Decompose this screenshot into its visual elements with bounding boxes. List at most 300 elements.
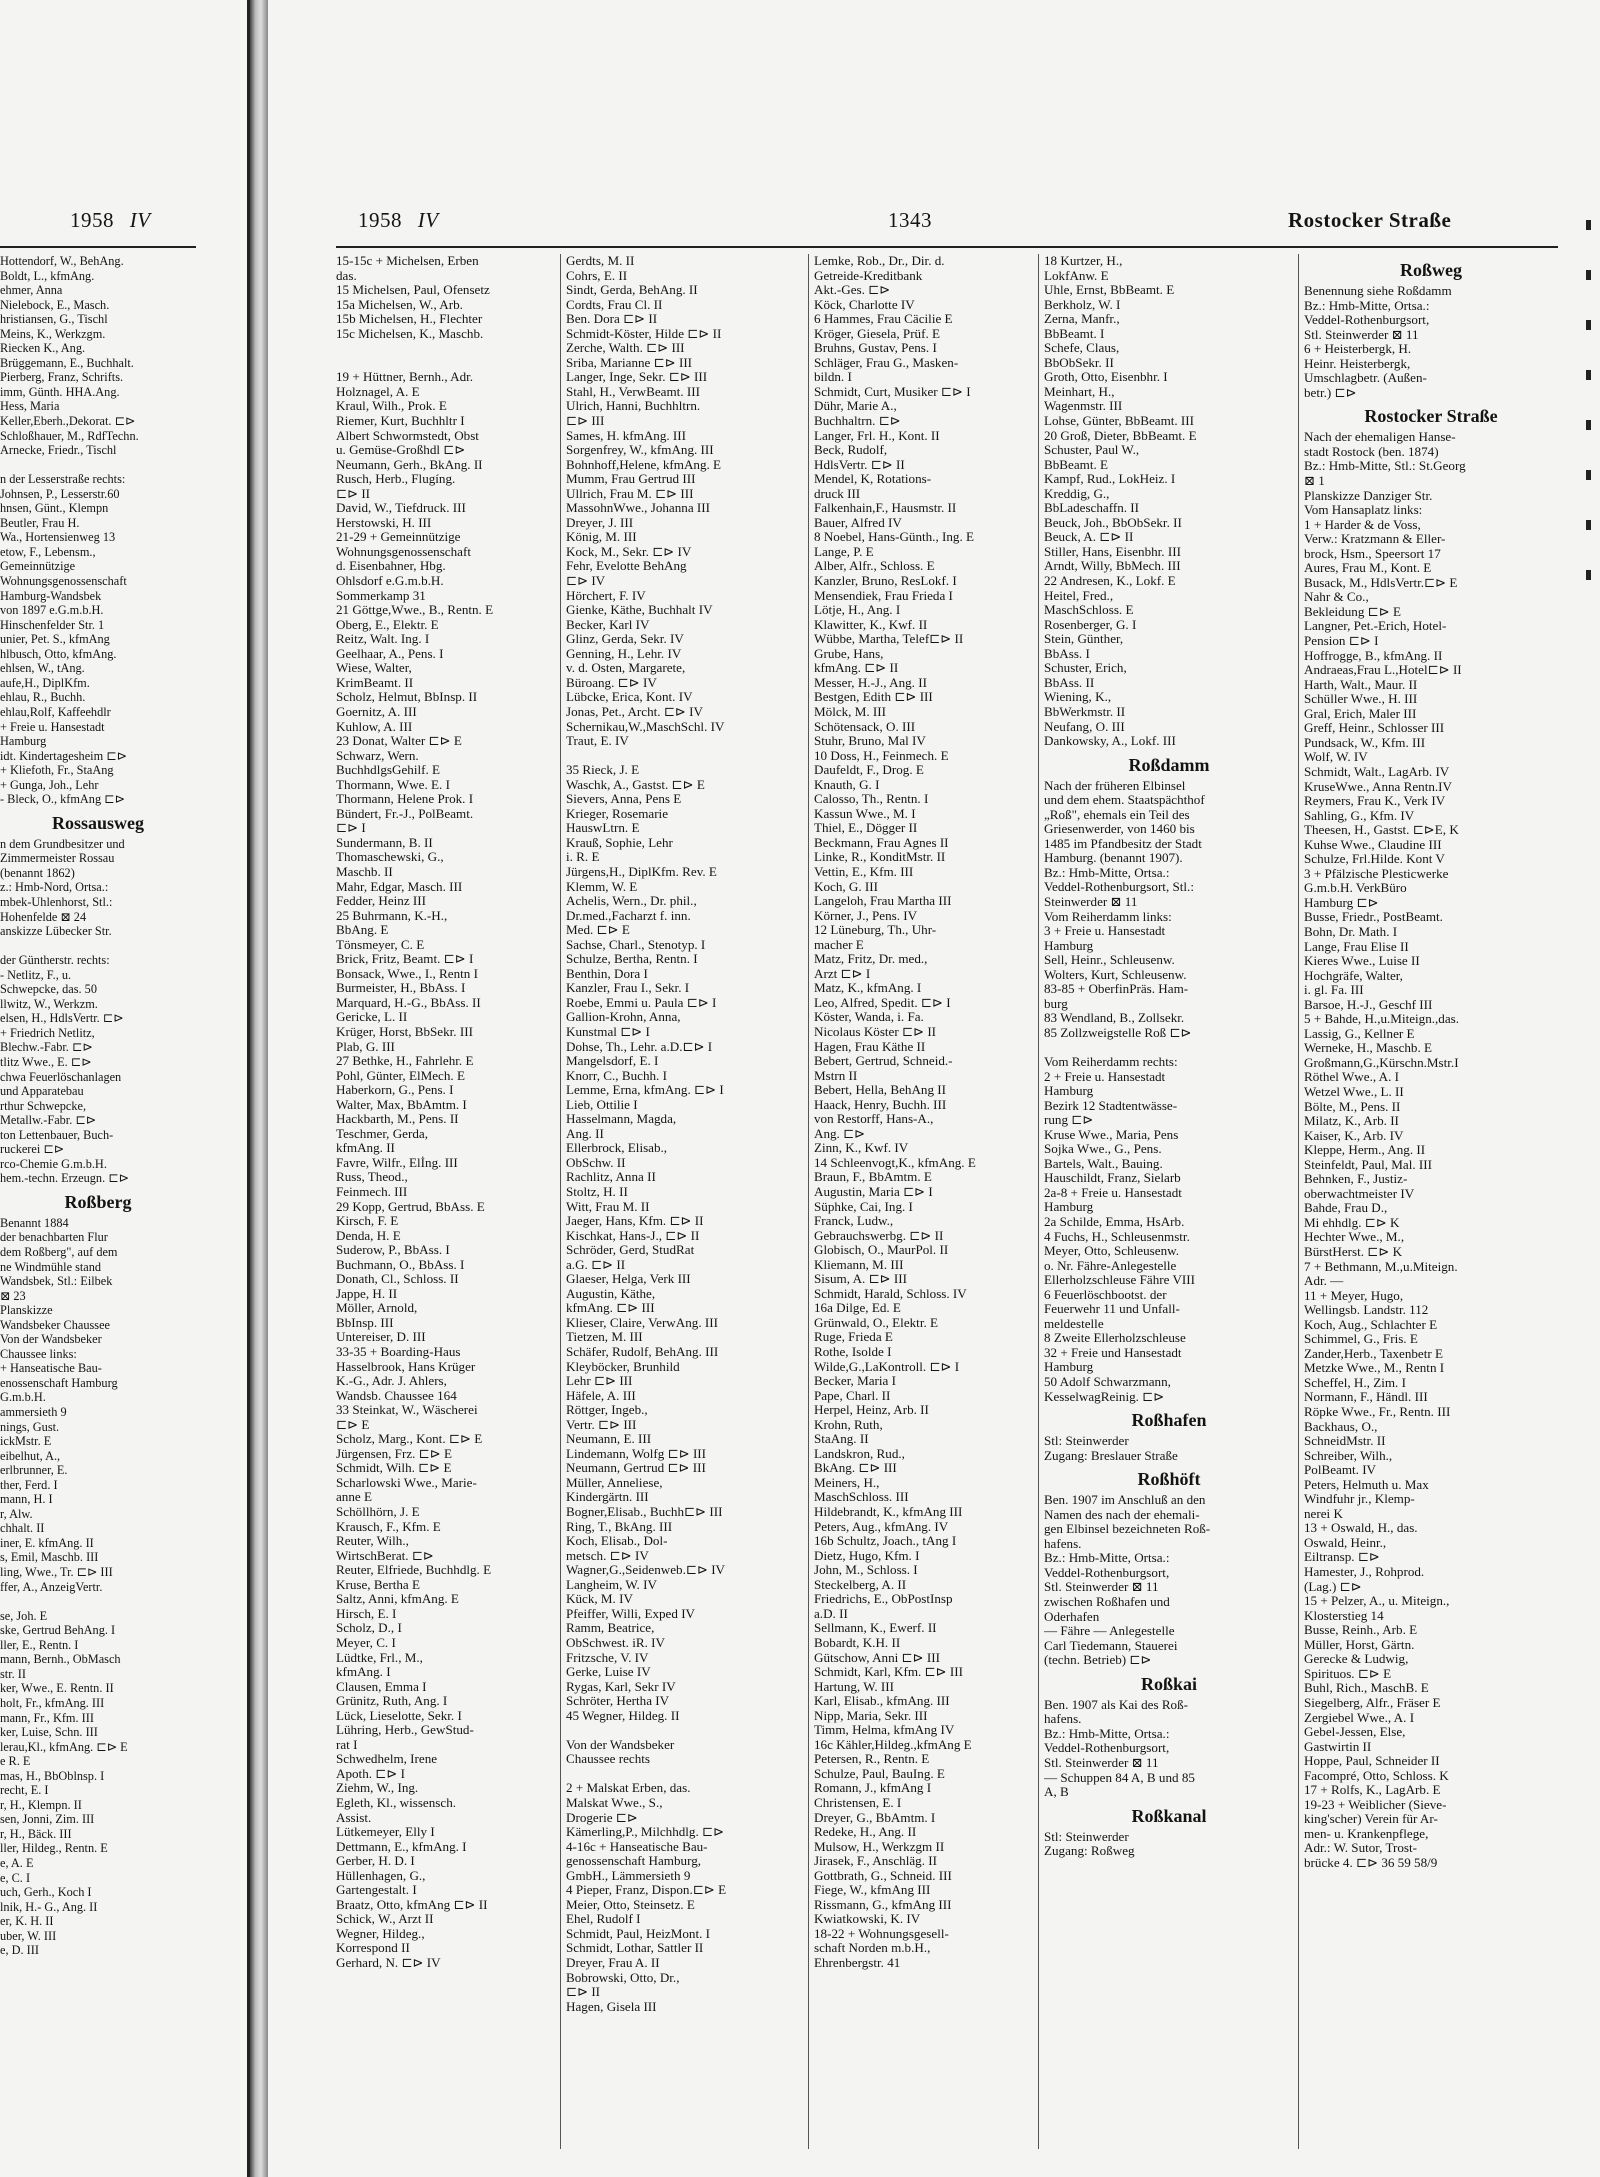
directory-entry: Koch, Aug., Schlachter E — [1304, 1316, 1438, 1332]
directory-entry: Schötensack, O. III — [814, 718, 916, 734]
directory-entry: LokfAnw. E — [1044, 267, 1109, 283]
directory-entry: Kuhse Wwe., Claudine III — [1304, 836, 1442, 852]
directory-entry: 25 Buhrmann, K.-H., — [336, 907, 448, 923]
directory-entry: Hamester, J., Rohprod. — [1304, 1564, 1425, 1580]
directory-entry: Cohrs, E. II — [566, 267, 628, 283]
directory-entry: Egleth, Kl., wissensch. — [336, 1794, 457, 1810]
directory-entry: 15 Michelsen, Paul, Ofensetz — [336, 282, 490, 298]
directory-entry: „Roß", ehemals ein Teil des — [1044, 806, 1190, 822]
directory-entry: 23 Donat, Walter ⊏⊳ E — [336, 733, 462, 749]
directory-entry: Schick, W., Arzt II — [336, 1911, 434, 1927]
directory-entry: mann, Bernh., ObMasch — [0, 1652, 121, 1667]
directory-entry: druck III — [814, 485, 861, 501]
directory-entry: Sojka Wwe., G., Pens. — [1044, 1141, 1162, 1157]
directory-entry: d. Eisenbahner, Hbg. — [336, 558, 446, 574]
directory-entry: Bonsack, Wwe., I., Rentn I — [336, 965, 478, 981]
directory-entry: Klawitter, K., Kwf. II — [814, 616, 928, 632]
directory-entry: Knauth, G. I — [814, 776, 880, 792]
directory-entry: Kaiser, K., Arb. IV — [1304, 1127, 1404, 1143]
directory-entry: macher E — [814, 936, 864, 952]
directory-entry: (benannt 1862) — [0, 865, 75, 880]
directory-entry: Dettmann, E., kfmAng. I — [336, 1838, 467, 1854]
directory-column-2 — [566, 254, 804, 2014]
directory-entry: 21-29 + Gemeinnützige — [336, 529, 461, 545]
directory-entry: Saltz, Anni, kfmAng. E — [336, 1591, 459, 1607]
directory-entry: u. Gemüse-Großhdl ⊏⊳ — [336, 442, 466, 458]
directory-entry: Schulze, Bertha, Rentn. I — [566, 951, 698, 967]
directory-entry: Schulze, Frl.Hilde. Kont V — [1304, 851, 1445, 867]
directory-entry: 18-22 + Wohnungsgesell- — [814, 1925, 949, 1941]
directory-entry: Dreyer, G., BbAmtm. I — [814, 1809, 936, 1825]
directory-entry: Lieb, Ottilie I — [566, 1096, 638, 1112]
directory-entry: Ben. Dora ⊏⊳ II — [566, 311, 658, 327]
directory-entry: Ellerbrock, Elisab., — [566, 1140, 668, 1156]
directory-entry: Donath, Cl., Schloss. II — [336, 1271, 459, 1287]
directory-entry: Rachlitz, Anna II — [566, 1169, 656, 1185]
directory-entry: Buhl, Rich., MaschB. E — [1304, 1680, 1429, 1696]
directory-entry: Carl Tiedemann, Stauerei — [1044, 1637, 1178, 1653]
directory-entry: Jappe, H. II — [336, 1285, 398, 1301]
directory-entry: Gütschow, Anni ⊏⊳ III — [814, 1649, 940, 1665]
directory-entry: holt, Fr., kfmAng. III — [0, 1695, 105, 1710]
directory-entry: kfmAng. ⊏⊳ II — [814, 660, 899, 676]
directory-entry: Grünwald, O., Elektr. E — [814, 1314, 939, 1330]
directory-entry: BürstHerst. ⊏⊳ K — [1304, 1244, 1403, 1259]
directory-entry: Eiltransp. ⊏⊳ — [1304, 1549, 1380, 1565]
directory-entry: Sievers, Anna, Pens E — [566, 791, 682, 807]
directory-entry: Kanzler, Bruno, ResLokf. I — [814, 573, 957, 589]
street-heading: Roßkai — [1140, 1673, 1198, 1694]
directory-entry: Meins, K., Werkzgm. — [0, 326, 106, 341]
directory-entry: Ramm, Beatrice, — [566, 1620, 655, 1636]
directory-entry: Kuhlow, A. III — [336, 718, 413, 734]
directory-entry: Herpel, Heinz, Arb. II — [814, 1402, 929, 1418]
directory-entry: Nach der ehemaligen Hanse- — [1304, 429, 1456, 445]
directory-entry: n der Lesserstraße rechts: — [0, 472, 126, 487]
directory-entry: Dühr, Marie A., — [814, 398, 897, 414]
directory-entry: Stiller, Hans, Eisenbhr. III — [1044, 543, 1181, 559]
directory-entry: men- u. Krankenpflege, — [1304, 1825, 1429, 1841]
directory-entry: Hoppe, Paul, Schneider II — [1304, 1753, 1440, 1769]
directory-entry: 22 Andresen, K., Lokf. E — [1044, 573, 1176, 589]
directory-entry: Cordts, Frau Cl. II — [566, 296, 663, 312]
directory-entry: Geelhaar, A., Pens. I — [336, 645, 444, 661]
directory-entry: Umschlagbetr. (Außen- — [1304, 370, 1427, 386]
directory-entry: Bz.: Hmb-Mitte, Stl.: St.Georg — [1304, 458, 1466, 474]
directory-entry: Schröter, Hertha IV — [566, 1693, 670, 1709]
directory-entry: Timm, Helma, kfmAng IV — [814, 1722, 955, 1738]
directory-entry: Bölte, M., Pens. II — [1304, 1098, 1401, 1114]
directory-entry: e, D. III — [0, 1943, 39, 1958]
directory-entry: Bobardt, K.H. II — [814, 1634, 901, 1650]
directory-entry: BbBeamt. E — [1044, 456, 1109, 472]
directory-entry: - Bleck, O., kfmAng ⊏⊳ — [0, 792, 125, 807]
directory-entry: Wandsbeker Chaussee — [0, 1317, 110, 1332]
running-street-title: Rostocker Straße — [1288, 208, 1452, 232]
directory-entry: Hirsch, E. I — [336, 1605, 397, 1621]
directory-entry: Ang. ⊏⊳ — [814, 1125, 866, 1141]
directory-entry: aufe,H., DiplKfm. — [0, 675, 90, 690]
directory-entry: Rissmann, G., kfmAng III — [814, 1896, 952, 1912]
directory-entry: Neufang, O. III — [1044, 718, 1125, 734]
directory-entry: Großmann,G.,Kürschn.Mstr.I — [1304, 1054, 1459, 1070]
directory-entry: Gebrauchswerbg. ⊏⊳ II — [814, 1227, 944, 1243]
directory-entry: Lück, Lieselotte, Sekr. I — [336, 1707, 462, 1723]
directory-entry: Ulrich, Hanni, Buchhltrn. — [566, 398, 701, 414]
directory-entry: Clausen, Emma I — [336, 1678, 427, 1694]
directory-entry: chwa Feuerlöschanlagen — [0, 1069, 122, 1084]
directory-entry: 4 Pieper, Franz, Dispon.⊏⊳ E — [566, 1882, 727, 1898]
page-edge-marks — [1586, 220, 1594, 620]
directory-entry: Kindergärtn. III — [566, 1489, 649, 1505]
directory-entry: Kieres Wwe., Luise II — [1304, 953, 1420, 969]
directory-entry: Thormann, Wwe. E. I — [336, 776, 450, 792]
directory-entry: Stl. Steinwerder ⊠ 11 — [1044, 1579, 1159, 1595]
directory-entry: Stuhr, Bruno, Mal IV — [814, 733, 926, 749]
directory-entry: e, C. I — [0, 1870, 31, 1885]
directory-entry: Kischkat, Hans-J., ⊏⊳ II — [566, 1227, 700, 1243]
directory-entry: Falkenhain,F., Hausmstr. II — [814, 500, 957, 516]
directory-entry: uch, Gerh., Koch I — [0, 1885, 92, 1900]
directory-entry: Hamburg. (benannt 1907). — [1044, 850, 1183, 866]
directory-entry: Rusch, Herb., Flugíng. — [336, 471, 456, 487]
directory-entry: Röthel Wwe., A. I — [1304, 1069, 1400, 1085]
directory-entry: König, M. III — [566, 529, 637, 545]
directory-entry: Kruse, Bertha E — [336, 1576, 420, 1592]
directory-entry: mas, H., BbOblnsp. I — [0, 1768, 105, 1783]
directory-entry: Metzke Wwe., M., Rentn I — [1304, 1360, 1445, 1376]
directory-entry: brücke 4. ⊏⊳ 36 59 58/9 — [1304, 1854, 1438, 1870]
directory-entry: Rygas, Karl, Sekr IV — [566, 1678, 676, 1694]
directory-entry: Schwepcke, das. 50 — [0, 982, 97, 997]
directory-entry: GmbH., Lämmersieth 9 — [566, 1867, 691, 1883]
directory-entry: Schloßhauer, M., RdfTechn. — [0, 428, 139, 443]
directory-entry: ling, Wwe., Tr. ⊏⊳ III — [0, 1565, 113, 1580]
directory-entry: Calosso, Th., Rentn. I — [814, 791, 929, 807]
directory-entry: Facompré, Otto, Schloss. K — [1304, 1767, 1449, 1783]
directory-entry: Röpke Wwe., Fr., Rentn. III — [1304, 1404, 1451, 1420]
directory-entry: ⊠ 1 — [1304, 473, 1325, 489]
directory-entry: Lötje, H., Ang. I — [814, 602, 901, 618]
directory-entry: Riecken K., Ang. — [0, 341, 86, 356]
directory-entry: lerau,Kl., kfmAng. ⊏⊳ E — [0, 1739, 128, 1754]
directory-entry: Keller,Eberh.,Dekorat. ⊏⊳ — [0, 414, 136, 429]
directory-entry: Sames, H. kfmAng. III — [566, 427, 687, 443]
directory-entry: — Fähre — Anlegestelle — [1044, 1623, 1175, 1639]
directory-entry: se, Joh. E — [0, 1608, 48, 1623]
directory-entry: Sundermann, B. II — [336, 834, 433, 850]
directory-entry: BbLadeschaffn. II — [1044, 500, 1140, 516]
directory-entry: metsch. ⊏⊳ IV — [566, 1547, 649, 1563]
directory-entry: unier, Pet. S., kfmAng — [0, 632, 110, 647]
directory-entry: burg — [1044, 995, 1068, 1011]
directory-entry: e, A. E — [0, 1855, 34, 1870]
directory-entry: 17 + Rolfs, K., LagArb. E — [1304, 1782, 1441, 1798]
directory-entry: Zerna, Manfr., — [1044, 311, 1120, 327]
directory-entry: Dreyer, Frau A. II — [566, 1954, 660, 1970]
directory-entry: Sachse, Charl., Stenotyp. I — [566, 936, 706, 952]
directory-entry: Ohlsdorf e.G.m.b.H. — [336, 573, 444, 589]
directory-entry: MassohnWwe., Johanna III — [566, 500, 710, 516]
directory-entry: Knorr, C., Buchh. I — [566, 1067, 667, 1083]
directory-entry: Rosenberger, G. I — [1044, 616, 1137, 632]
directory-entry: BbBeamt. I — [1044, 325, 1105, 341]
directory-entry: anskizze Lübecker Str. — [0, 924, 112, 939]
directory-column-3 — [814, 254, 1034, 1971]
directory-entry: recht, E. I — [0, 1783, 49, 1798]
left-header-rule — [0, 246, 196, 248]
directory-entry: 12 Lüneburg, Th., Uhr- — [814, 922, 937, 938]
directory-entry: und dem ehem. Staatspächthof — [1044, 792, 1205, 808]
directory-entry: Bz.: Hmb-Mitte, Ortsa.: — [1044, 864, 1170, 880]
directory-entry: Pape, Charl. II — [814, 1387, 891, 1403]
directory-entry: Untereiser, D. III — [336, 1329, 426, 1345]
directory-entry: Beckmann, Frau Agnes II — [814, 834, 949, 850]
directory-entry: Feuerwehr 11 und Unfall- — [1044, 1301, 1180, 1317]
directory-entry: Adr.: W. Sutor, Trost- — [1304, 1840, 1417, 1856]
directory-entry: Benthin, Dora I — [566, 965, 648, 981]
directory-entry: Jürgensen, Frz. ⊏⊳ E — [336, 1445, 452, 1461]
directory-entry: Hess, Maria — [0, 399, 60, 414]
directory-entry: ehlsen, W., tAng. — [0, 661, 85, 676]
directory-entry: Schmidt, Wilh. ⊏⊳ E — [336, 1460, 452, 1476]
directory-entry: Bestgen, Edith ⊏⊳ III — [814, 689, 933, 705]
directory-entry: Riemer, Kurt, Buchhltr I — [336, 413, 465, 429]
directory-entry: + Kliefoth, Fr., StaAng — [0, 763, 114, 778]
directory-entry: Dr.med.,Facharzt f. inn. — [566, 907, 691, 923]
directory-entry: imm, Günth. HHA.Ang. — [0, 384, 120, 399]
directory-entry: der benachbarten Flur — [0, 1230, 108, 1245]
directory-entry: Bobrowski, Otto, Dr., — [566, 1969, 680, 1985]
directory-entry: Kwiatkowski, K. IV — [814, 1911, 921, 1927]
directory-entry: ther, Ferd. I — [0, 1477, 58, 1492]
directory-entry: Wohnungsgenossenschaft — [336, 543, 471, 559]
directory-entry — [566, 1723, 804, 1738]
directory-entry: Schulze, Paul, BauIng. E — [814, 1765, 945, 1781]
directory-entry: Wandsbek, Stl.: Eilbek — [0, 1274, 113, 1289]
directory-entry: Kliemann, M. III — [814, 1256, 904, 1272]
directory-entry: Mulsow, H., Werkzgm II — [814, 1838, 945, 1854]
book-gutter — [250, 0, 268, 2177]
directory-entry: 15 + Pelzer, A., u. Miteign., — [1304, 1593, 1450, 1609]
directory-entry: e R. E — [0, 1754, 31, 1769]
directory-entry: das. — [336, 267, 357, 283]
directory-entry: K.-G., Adr. J. Ahlers, — [336, 1373, 447, 1389]
directory-entry: Beutler, Frau H. — [0, 515, 80, 530]
directory-entry: Walter, Max, BbAmtm. I — [336, 1096, 467, 1112]
directory-entry: Werneke, H., Maschb. E — [1304, 1040, 1433, 1056]
directory-entry: king'scher) Verein für Ar- — [1304, 1811, 1438, 1827]
directory-entry: Arzt ⊏⊳ I — [814, 965, 871, 981]
directory-entry: Harth, Walt., Maur. II — [1304, 676, 1418, 692]
directory-entry: Getreide-Kreditbank — [814, 267, 923, 283]
directory-entry: ⊏⊳ E — [336, 1416, 370, 1432]
directory-entry: Bz.: Hmb-Mitte, Ortsa.: — [1304, 297, 1430, 313]
directory-entry: ffer, A., AnzeigVertr. — [0, 1579, 103, 1594]
directory-entry: Lange, Frau Elise II — [1304, 938, 1409, 954]
directory-entry: + Friedrich Netlitz, — [0, 1025, 95, 1040]
directory-entry — [0, 1594, 196, 1609]
directory-entry: Zugang: Breslauer Straße — [1044, 1447, 1178, 1463]
directory-entry: Koch, Elisab., Dol- — [566, 1533, 668, 1549]
directory-entry: Häfele, A. III — [566, 1387, 636, 1403]
directory-entry: Mangelsdorf, E. I — [566, 1053, 659, 1069]
directory-entry: v. d. Osten, Margarete, — [566, 660, 686, 676]
directory-entry: (Lag.) ⊏⊳ — [1304, 1578, 1362, 1594]
directory-entry: Langer, Frl. H., Kont. II — [814, 427, 940, 443]
directory-entry: anne E — [336, 1489, 372, 1505]
directory-entry: eibelhut, A., — [0, 1448, 61, 1463]
directory-entry: mbek-Uhlenhorst, Stl.: — [0, 894, 113, 909]
directory-entry: Johnsen, P., Lesserstr.60 — [0, 486, 120, 501]
directory-entry: Schöllhörn, J. E — [336, 1504, 420, 1520]
directory-entry: Hinschenfelder Str. 1 — [0, 617, 105, 632]
directory-entry: Hüllenhagen, G., — [336, 1867, 426, 1883]
directory-entry: Meiners, H., — [814, 1474, 880, 1490]
directory-entry: Albert Schwormstedt, Obst — [336, 427, 479, 443]
directory-entry: Plab, G. III — [336, 1038, 395, 1054]
directory-entry: 16a Dilge, Ed. E — [814, 1300, 901, 1316]
directory-entry: 2a Schilde, Emma, HsArb. — [1044, 1214, 1185, 1229]
directory-entry: 33-35 + Boarding-Haus — [336, 1344, 461, 1360]
directory-entry: Nahr & Co., — [1304, 589, 1369, 605]
directory-entry: Blechw.-Fabr. ⊏⊳ — [0, 1040, 93, 1055]
directory-entry: brock, Hsm., Speersort 17 — [1304, 545, 1441, 561]
directory-entry: Mi ehhdlg. ⊏⊳ K — [1304, 1214, 1400, 1230]
directory-entry: John, M., Schloss. I — [814, 1562, 918, 1578]
directory-entry: Jaeger, Hans, Kfm. ⊏⊳ II — [566, 1213, 704, 1229]
directory-entry: Schmidt, Paul, HeizMont. I — [566, 1925, 711, 1941]
directory-entry: Braun, F., BbAmtm. E — [814, 1169, 932, 1185]
directory-entry: ObSchwest. iR. IV — [566, 1634, 665, 1650]
directory-entry: Hamburg — [1044, 1083, 1094, 1099]
directory-entry: 13 + Oswald, H., das. — [1304, 1520, 1418, 1536]
directory-entry: Lüdtke, Frl., M., — [336, 1649, 423, 1665]
directory-entry: Korrespond II — [336, 1940, 410, 1956]
directory-entry: Verw.: Kratzmann & Eller- — [1304, 531, 1446, 547]
directory-entry: Mendel, K, Rotations- — [814, 471, 932, 487]
directory-entry: 15a Michelsen, W., Arb. — [336, 296, 463, 312]
directory-entry — [336, 356, 556, 371]
directory-entry: 20 Groß, Dieter, BbBeamt. E — [1044, 427, 1197, 443]
directory-entry: s, Emil, Maschb. III — [0, 1550, 99, 1565]
directory-entry: Gottbrath, G., Schneid. III — [814, 1867, 952, 1883]
directory-entry: uber, W. III — [0, 1928, 57, 1943]
directory-entry: Brick, Fritz, Beamt. ⊏⊳ I — [336, 951, 474, 967]
directory-entry: 19-23 + Weiblicher (Sieve- — [1304, 1796, 1447, 1812]
directory-entry: Wagenmstr. III — [1044, 398, 1123, 414]
directory-entry: Schmidt, Lothar, Sattler II — [566, 1940, 704, 1956]
directory-entry: 7 + Bethmann, M.,u.Miteign. — [1304, 1258, 1458, 1274]
directory-entry: Chaussee links: — [0, 1346, 77, 1361]
directory-entry: Krieger, Rosemarie — [566, 805, 669, 821]
directory-entry: kfmAng. I — [336, 1664, 391, 1680]
directory-entry: Wolf, W. IV — [1304, 749, 1368, 765]
directory-entry: 45 Wegner, Hildeg. II — [566, 1707, 680, 1723]
directory-entry: Bahde, Frau D., — [1304, 1200, 1388, 1216]
directory-entry: Veddel-Rothenburgsort, Stl.: — [1044, 879, 1194, 895]
directory-entry: MaschSchloss. III — [814, 1489, 909, 1505]
directory-entry: Sorgenfrey, W., kfmAng. III — [566, 442, 714, 458]
directory-entry: Möller, Arnold, — [336, 1300, 418, 1316]
street-heading: Roßkanal — [1131, 1805, 1207, 1826]
directory-entry: Dohse, Th., Lehr. a.D.⊏⊳ I — [566, 1038, 713, 1054]
directory-entry: ⊏⊳ II — [336, 485, 371, 501]
directory-entry: MaschSchloss. E — [1044, 602, 1134, 618]
directory-entry: 4 Fuchs, H., Schleusenmstr. — [1044, 1228, 1190, 1244]
directory-entry: Aures, Frau M., Kont. E — [1304, 560, 1432, 576]
directory-entry: Kleppe, Herm., Ang. II — [1304, 1142, 1426, 1158]
directory-entry: 2 + Freie u. Hansestadt — [1044, 1068, 1166, 1084]
directory-entry: Krauß, Sophie, Lehr — [566, 834, 673, 850]
page-number: 1343 — [888, 208, 932, 232]
directory-entry: Meinhart, H., — [1044, 383, 1115, 399]
directory-entry: Sommerkamp 31 — [336, 587, 426, 603]
directory-entry: 85 Zollzweigstelle Roß ⊏⊳ — [1044, 1024, 1192, 1040]
directory-entry: Hamburg — [1044, 1199, 1094, 1215]
directory-entry: genossenschaft Hamburg, — [566, 1853, 702, 1869]
directory-entry: ⊏⊳ II — [566, 1984, 601, 2000]
directory-entry: Ellerholzschleuse Fähre VIII — [1044, 1272, 1196, 1288]
directory-entry — [566, 749, 804, 764]
directory-entry: Kraul, Wilh., Prok. E — [336, 398, 447, 414]
directory-entry: Kreddig, G., — [1044, 485, 1110, 501]
directory-entry: Wolters, Kurt, Schleusenw. — [1044, 966, 1187, 982]
directory-entry: Busse, Friedr., PostBeamt. — [1304, 909, 1443, 925]
directory-entry: Grünitz, Ruth, Ang. I — [336, 1693, 448, 1709]
directory-entry: Jonas, Pet., Archt. ⊏⊳ IV — [566, 703, 703, 719]
directory-entry: Scholz, Marg., Kont. ⊏⊳ E — [336, 1431, 483, 1447]
directory-entry: Fedder, Heinz III — [336, 893, 427, 909]
directory-entry: und Apparatebau — [0, 1084, 84, 1099]
directory-entry: 6 + Heisterbergk, H. — [1304, 341, 1412, 357]
directory-entry: Schäfer, Rudolf, BehAng. III — [566, 1344, 719, 1360]
directory-entry: Heitel, Fred., — [1044, 587, 1114, 603]
directory-entry: etow, F., Lebensm., — [0, 544, 96, 559]
directory-entry: Veddel-Rothenburgsort, — [1044, 1564, 1170, 1580]
directory-entry: Sahling, G., Kfm. IV — [1304, 807, 1415, 823]
directory-entry: StaAng. II — [814, 1431, 869, 1447]
directory-entry: Hagen, Gisela III — [566, 1998, 657, 2014]
directory-entry: Zimmermeister Rossau — [0, 851, 115, 866]
directory-entry: Reuter, Wilh., — [336, 1533, 409, 1549]
directory-entry: Vom Reiherdamm links: — [1044, 908, 1172, 924]
directory-entry: Siegelberg, Alfr., Fräser E — [1304, 1694, 1441, 1710]
directory-entry: Kück, M. IV — [566, 1591, 633, 1607]
directory-entry: Kock, M., Sekr. ⊏⊳ IV — [566, 543, 692, 559]
directory-entry: Langheim, W. IV — [566, 1576, 657, 1592]
directory-entry: gen Elbinsel bezeichneten Roß- — [1044, 1521, 1211, 1537]
directory-entry: Ehel, Rudolf I — [566, 1911, 641, 1927]
directory-entry: Haberkorn, G., Pens. I — [336, 1082, 454, 1098]
directory-entry: 83 Wendland, B., Zollsekr. — [1044, 1010, 1185, 1026]
directory-entry: Bogner,Elisab., Buchh⊏⊳ III — [566, 1504, 723, 1520]
directory-entry: Ring, T., BkAng. III — [566, 1518, 673, 1534]
directory-entry: kfmAng. ⊏⊳ III — [566, 1300, 655, 1316]
directory-entry: Brüggemann, E., Buchhalt. — [0, 355, 134, 370]
directory-entry: Oswald, Heinr., — [1304, 1534, 1387, 1550]
directory-entry: Thomaschewski, G., — [336, 849, 444, 865]
directory-entry: Behnken, F., Justiz- — [1304, 1171, 1408, 1187]
directory-entry: Kleyböcker, Brunhild — [566, 1358, 680, 1374]
directory-entry: Steinwerder ⊠ 11 — [1044, 893, 1138, 909]
directory-entry: Dietz, Hugo, Kfm. I — [814, 1547, 920, 1563]
directory-entry: Lühring, Herb., GewStud- — [336, 1722, 474, 1738]
directory-entry: Hottendorf, W., BehAng. — [0, 254, 124, 268]
directory-entry: Goernitz, A. III — [336, 703, 417, 719]
directory-entry: Fritzsche, V. IV — [566, 1649, 649, 1665]
directory-entry: Hagen, Frau Käthe II — [814, 1038, 926, 1054]
